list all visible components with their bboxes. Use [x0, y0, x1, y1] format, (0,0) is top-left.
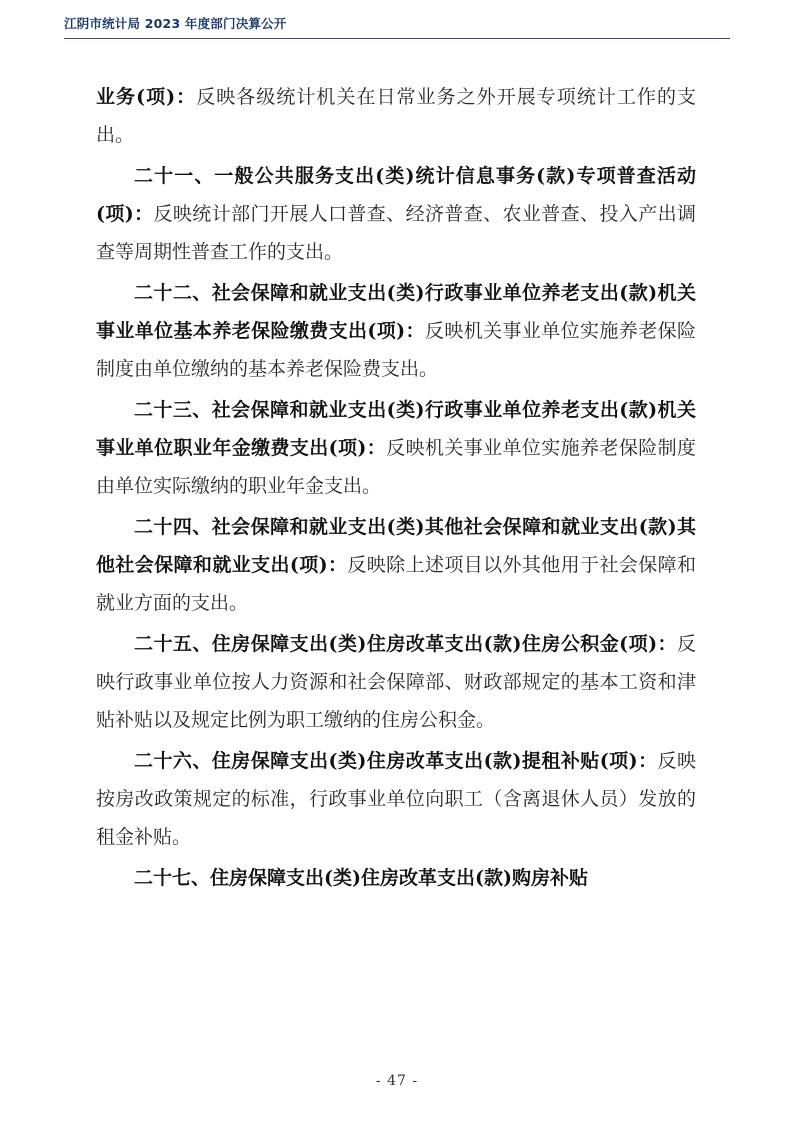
- paragraph-text-1: 反映统计部门开展人口普查、经济普查、农业普查、投入产出调查等周期性普查工作的支出。: [96, 203, 696, 263]
- paragraph-lead-3: 二十三、社会保障和就业支出(类)行政事业单位养老支出(款)机关事业单位职业年金缴费支出(项)：: [96, 399, 696, 459]
- paragraph-lead-1: 二十一、一般公共服务支出(类)统计信息事务(款)专项普查活动(项)：: [96, 165, 696, 225]
- paragraph-26: [96, 742, 696, 856]
- page-header: 江阴市统计局 2023 年度部门决算公开: [64, 14, 730, 39]
- paragraph-text-0: 反映各级统计机关在日常业务之外开展专项统计工作的支出。: [96, 86, 696, 146]
- page-number-footer: - 47 -: [375, 1073, 419, 1089]
- paragraph-text-2: 反映机关事业单位实施养老保险制度由单位缴纳的基本养老保险费支出。: [96, 320, 696, 380]
- paragraph-lead-6: 二十六、住房保障支出(类)住房改革支出(款)提租补贴(项)：: [134, 750, 658, 772]
- document-body: [96, 78, 696, 900]
- paragraph-continuation: [96, 78, 696, 154]
- paragraph-text-3: 反映机关事业单位实施养老保险制度由单位实际缴纳的职业年金支出。: [96, 437, 696, 497]
- paragraph-lead-2: 二十二、社会保障和就业支出(类)行政事业单位养老支出(款)机关事业单位基本养老保险缴费支出(项)：: [96, 282, 696, 342]
- paragraph-27: [96, 859, 696, 897]
- paragraph-text-4: 反映除上述项目以外其他用于社会保障和就业方面的支出。: [96, 554, 696, 614]
- paragraph-text-6: 反映按房改政策规定的标准，行政事业单位向职工（含离退休人员）发放的租金补贴。: [96, 750, 696, 848]
- paragraph-lead-0: 业务(项)：: [96, 86, 197, 108]
- paragraph-22: [96, 274, 696, 388]
- paragraph-24: [96, 508, 696, 622]
- paragraph-text-5: 反映行政事业单位按人力资源和社会保障部、财政部规定的基本工资和津贴补贴以及规定比例为职工缴纳的住房公积金。: [96, 633, 696, 731]
- paragraph-lead-4: 二十四、社会保障和就业支出(类)其他社会保障和就业支出(款)其他社会保障和就业支出(项)：: [96, 516, 696, 576]
- paragraph-lead-7: 二十七、住房保障支出(类)住房改革支出(款)购房补贴: [134, 867, 588, 889]
- paragraph-lead-5: 二十五、住房保障支出(类)住房改革支出(款)住房公积金(项)：: [134, 633, 677, 655]
- paragraph-21: [96, 157, 696, 271]
- paragraph-25: [96, 625, 696, 739]
- paragraph-23: [96, 391, 696, 505]
